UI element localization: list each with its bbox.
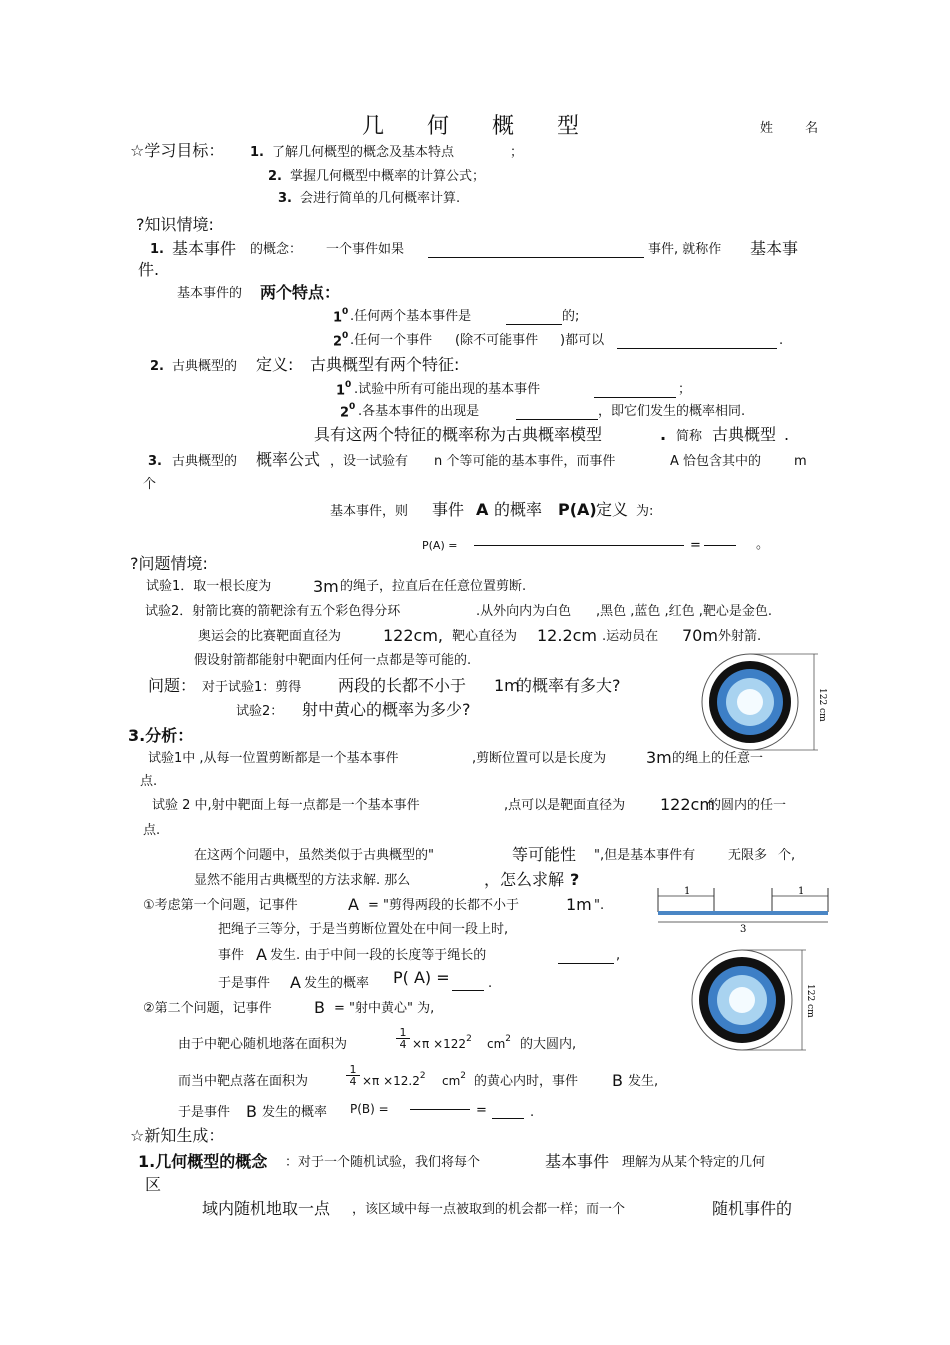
page-title: 几 何 概 型 [362, 114, 597, 139]
s3-g: 个 [143, 477, 157, 492]
a1-d: 的绳上的任意一 [672, 751, 764, 766]
model-b: . [660, 425, 667, 444]
p2d-a: 于是事件 [178, 1105, 231, 1120]
a2-c: 122cm [660, 795, 715, 814]
s3b-c: A [476, 500, 489, 519]
s1-b: 的概念： [250, 242, 303, 257]
a2b: 点. [143, 823, 161, 838]
p1-a: ①考虑第一个问题，记事件 [143, 898, 298, 913]
n1-a: 1.几何概型的概念 [138, 1152, 268, 1171]
archery-target-2 [690, 948, 830, 1052]
p1c-b: A [256, 945, 267, 964]
s3b-e: P(A) [558, 500, 597, 519]
a3-b: 等可能性 [512, 845, 577, 864]
blank-1[interactable] [428, 257, 644, 258]
p1c-c: 发生. 由于中间一段的长度等于绳长的 [270, 948, 487, 963]
p1b: 把绳子三等分，于是当剪断位置处在中间一段上时, [218, 922, 509, 937]
q1-a: 问题： [148, 676, 197, 695]
p2c-d: 的黄心内时，事件 [474, 1074, 579, 1089]
blank-8[interactable] [410, 1109, 470, 1110]
p2b-d: 的大圆内, [520, 1037, 577, 1052]
blank-6[interactable] [558, 963, 614, 964]
p2d-f: . [530, 1105, 535, 1120]
q1-e: 的概率有多大? [516, 676, 621, 695]
blank-7[interactable] [452, 990, 484, 991]
f1-num: $1^0$ [333, 307, 349, 326]
s3b-f: 定义 [596, 500, 629, 519]
n1b: 区 [145, 1175, 162, 1194]
p1-d: 1m [566, 895, 592, 914]
rope-label-2: 1 [798, 886, 805, 897]
a3-d: 无限多 [728, 848, 768, 863]
rope-label-3: 3 [740, 924, 747, 935]
t2b-b: 122cm, [383, 626, 444, 645]
knowledge-heading: ?知识情境: [136, 215, 214, 234]
p1c-a: 事件 [218, 948, 245, 963]
formula-eq: = [690, 538, 701, 553]
t2c: 假设射箭都能射中靶面内任何一点都是等可能的. [194, 653, 472, 668]
n2-b: ，该区域中每一点被取到的机会都一样；而一个 [352, 1202, 626, 1217]
n1-b: ：对于一个随机试验，我们将每个 [285, 1155, 481, 1170]
q1-b: 对于试验1：剪得 [202, 680, 302, 695]
n1-d: 理解为从某个特定的几何 [622, 1155, 766, 1170]
formula-blank-2[interactable] [704, 545, 736, 546]
rope [658, 911, 828, 915]
model-d: 古典概型 [712, 425, 777, 444]
formula-end: 。 [756, 537, 770, 552]
q2-b: 射中黄心的概率为多少? [302, 700, 471, 719]
f2-paren: (除不可能事件 [455, 333, 539, 348]
p1d-a: 于是事件 [218, 976, 271, 991]
t2b-d: 12.2cm [537, 626, 598, 645]
a3-c: ",但是基本事件有 [594, 848, 696, 863]
blank-2[interactable] [506, 324, 562, 325]
t1-b: 3m [313, 577, 339, 596]
p2b-fraction: $\frac{1}{4}$ [396, 1027, 410, 1050]
a4-b: ，怎么求解 [484, 870, 565, 889]
t1-a: 试验1．取一根长度为 [146, 579, 272, 594]
p2d-e: = [476, 1103, 487, 1118]
s1-c: 一个事件如果 [326, 242, 405, 257]
objective-1-num: 1. [250, 145, 264, 160]
s1-f: 件. [138, 260, 160, 279]
t2b-f: 70m [682, 626, 718, 645]
s1-num: 1. [150, 242, 164, 257]
p2c-f: 发生, [628, 1074, 659, 1089]
rope-label-1: 1 [684, 886, 691, 897]
p2c-e: B [612, 1071, 623, 1090]
target-2-label: 122 cm [805, 984, 815, 1018]
model-c: 简称 [676, 429, 703, 444]
s3b-g: 为: [636, 504, 654, 519]
a2-d: 的圆内的任一 [708, 798, 787, 813]
c2-num: $2^0$ [340, 402, 356, 421]
p2c-b: $\times\pi \times 12.2^2$ [362, 1071, 426, 1088]
target-center [729, 987, 755, 1013]
t2b-g: 外射箭. [718, 629, 762, 644]
objective-1: 了解几何概型的概念及基本特点 [272, 145, 455, 160]
s3-e: A 恰包含其中的 [670, 454, 762, 469]
p2d-c: 发生的概率 [262, 1105, 328, 1120]
features-intro-b: 两个特点： [260, 283, 341, 302]
c2-text: .各基本事件的出现是 [358, 404, 480, 419]
c1-num: $1^0$ [336, 380, 352, 399]
s3b-a: 基本事件，则 [330, 504, 409, 519]
blank-5[interactable] [516, 419, 598, 420]
f1-text: .任何两个基本事件是 [350, 309, 472, 324]
t2b-e: .运动员在 [602, 629, 659, 644]
target-center [737, 689, 763, 715]
s3b-b: 事件 [432, 500, 465, 519]
q1-c: 两段的长都不小于 [338, 676, 467, 695]
s1-e: 基本事 [750, 239, 799, 258]
a1-c: 3m [646, 748, 672, 767]
s1-a: 基本事件 [172, 239, 237, 258]
s3-a: 古典概型的 [172, 454, 238, 469]
blank-3[interactable] [617, 348, 777, 349]
archery-target-1 [700, 652, 840, 752]
p1-c: = "剪得两段的长都不小于 [368, 898, 520, 913]
formula-lhs: P(A) = [422, 539, 458, 552]
t1-c: 的绳子，拉直后在任意位置剪断. [340, 579, 527, 594]
p1-e: ". [594, 898, 605, 913]
t2b-c: 靶心直径为 [452, 629, 518, 644]
a1b: 点. [140, 774, 158, 789]
f2-num: $2^0$ [333, 331, 349, 350]
s3-f: m [794, 454, 807, 469]
p2d-d: P(B) = [350, 1102, 389, 1116]
p2b-c: $cm^2$ [487, 1034, 512, 1051]
f1-tail: 的; [562, 309, 580, 324]
analysis-heading: 3.分析： [128, 726, 194, 745]
s3-d: n 个等可能的基本事件，而事件 [434, 454, 616, 469]
model-a: 具有这两个特征的概率称为古典概率模型 [314, 425, 603, 444]
s2-a: 古典概型的 [172, 359, 238, 374]
p1d-c: 发生的概率 [304, 976, 370, 991]
c2-tail: ，即它们发生的概率相同. [598, 404, 746, 419]
s2-num: 2. [150, 359, 164, 374]
problem-heading: ?问题情境: [130, 554, 208, 573]
q1-d: 1m [494, 676, 520, 695]
formula-blank-1[interactable] [474, 545, 684, 546]
s1-d: 事件, 就称作 [648, 242, 722, 257]
n2-c: 随机事件的 [712, 1199, 793, 1218]
blank-9[interactable] [492, 1118, 524, 1119]
c1-text: .试验中所有可能出现的基本事件 [354, 382, 541, 397]
a2-b: ,点可以是靶面直径为 [504, 798, 626, 813]
f2-text: .任何一个事件 [350, 333, 433, 348]
s3-b: 概率公式 [256, 450, 321, 469]
s3-num: 3. [148, 454, 162, 469]
objective-1-tail: ； [510, 145, 524, 160]
c1-tail: ； [678, 382, 692, 397]
a1-a: 试验1中 ,从每一位置剪断都是一个基本事件 [148, 751, 399, 766]
s3b-d: 的概率 [494, 500, 543, 519]
objective-3: 会进行简单的几何概率计算. [300, 191, 461, 206]
s3-c: ，设一试验有 [330, 454, 409, 469]
s2-b: 定义: [256, 355, 294, 374]
objectives-label: ☆学习目标： [130, 141, 225, 160]
objective-2-num: 2. [268, 169, 282, 184]
target-1-label: 122 cm [817, 688, 827, 722]
a4-a: 显然不能用古典概型的方法求解. 那么 [194, 873, 411, 888]
f2-end: . [779, 333, 784, 348]
p1d-e: . [488, 976, 493, 991]
p1d-b: A [290, 973, 301, 992]
a4-c: ? [570, 870, 580, 889]
newknow-heading: ☆新知生成： [130, 1126, 225, 1145]
a3-e: 个, [778, 848, 796, 863]
p1c-d: , [616, 948, 621, 963]
p1-b: A [348, 895, 359, 914]
t2a-c: ,黑色 ,蓝色 ,红色 ,靶心是金色. [596, 604, 773, 619]
a2-a: 试验 2 中,射中靶面上每一点都是一个基本事件 [152, 798, 420, 813]
n2-a: 域内随机地取一点 [202, 1199, 331, 1218]
name-label: 姓 名 [760, 121, 833, 136]
model-e: . [784, 425, 790, 444]
f2-tail: )都可以 [560, 333, 605, 348]
p2b-b: $\times\pi \times 122^2$ [412, 1034, 472, 1051]
p2c-a: 而当中靶点落在面积为 [178, 1074, 309, 1089]
n1-c: 基本事件 [545, 1152, 610, 1171]
s2-c: 古典概型有两个特征: [310, 355, 460, 374]
p2c-c: $cm^2$ [442, 1071, 467, 1088]
a1-b: ,剪断位置可以是长度为 [472, 751, 607, 766]
p2b-a: 由于中靶心随机地落在面积为 [178, 1037, 348, 1052]
p2c-fraction: $\frac{1}{4}$ [346, 1064, 360, 1087]
blank-4[interactable] [594, 397, 676, 398]
p1d-d: P( A) = [393, 968, 450, 987]
objective-3-num: 3. [278, 191, 292, 206]
p2-c: = "射中黄心" 为, [334, 1001, 435, 1016]
p2d-b: B [246, 1102, 257, 1121]
objective-2: 掌握几何概型中概率的计算公式； [290, 169, 486, 184]
features-intro-a: 基本事件的 [177, 286, 243, 301]
p2-a: ②第二个问题，记事件 [143, 1001, 272, 1016]
t2a-b: .从外向内为白色 [476, 604, 572, 619]
a3-a: 在这两个问题中，虽然类似于古典概型的" [194, 848, 434, 863]
p2-b: B [314, 998, 325, 1017]
t2b-a: 奥运会的比赛靶面直径为 [198, 629, 342, 644]
q2-a: 试验2： [236, 704, 284, 719]
rope-diagram [656, 884, 832, 936]
t2a-a: 试验2．射箭比赛的箭靶涂有五个彩色得分环 [145, 604, 401, 619]
